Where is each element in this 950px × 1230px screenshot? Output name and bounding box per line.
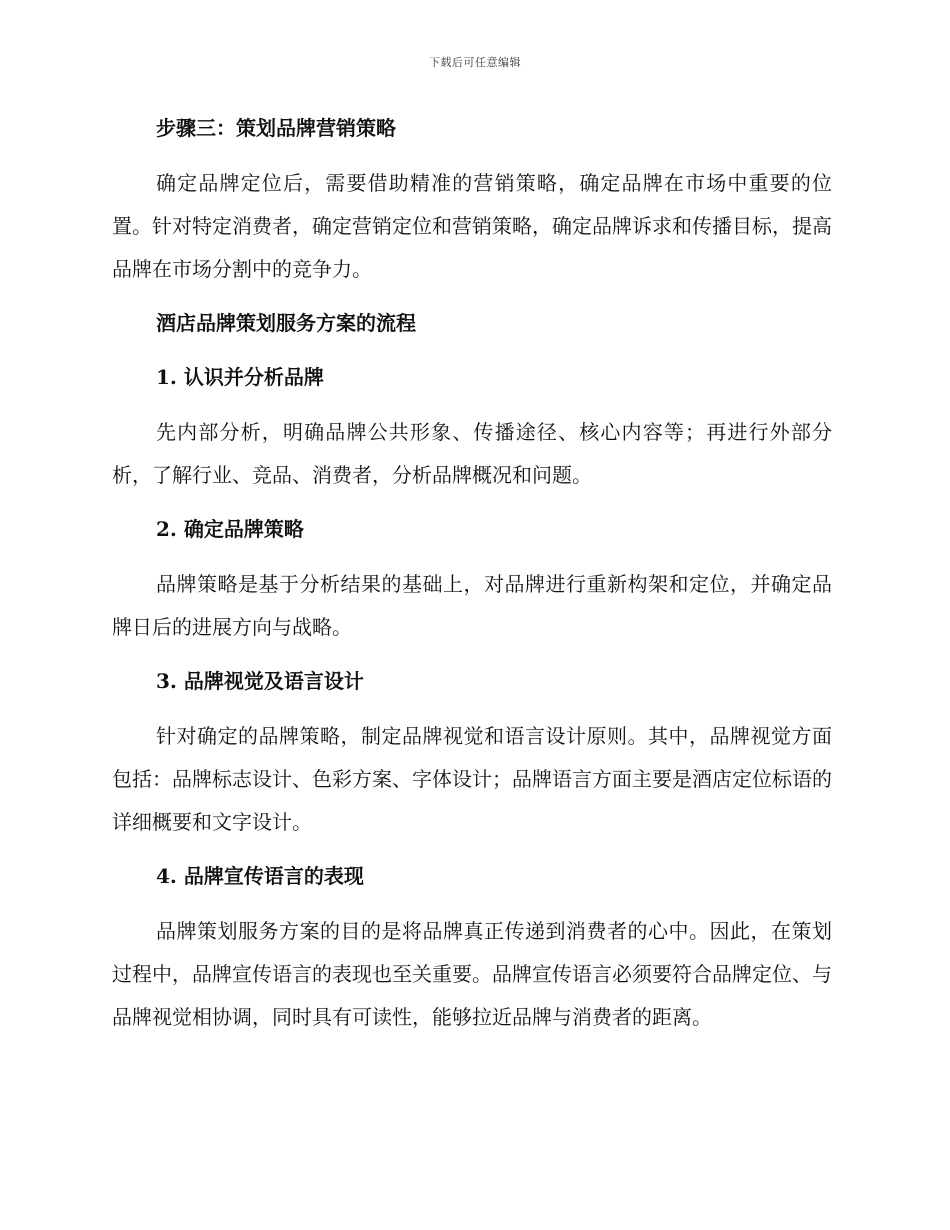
section-paragraph-step3: 确定品牌定位后，需要借助精准的营销策略，确定品牌在市场中重要的位置。针对特定消费者，确定营销定位和营销策略，确定品牌诉求和传播目标，提高品牌在市场分割中的竞争力。 (112, 171, 832, 281)
page-header: 下载后可任意编辑 (429, 56, 521, 69)
section-paragraph-2: 品牌策略是基于分析结果的基础上，对品牌进行重新构架和定位，并确定品牌日后的进展方向与战略。 (112, 572, 832, 639)
section-heading-process: 酒店品牌策划服务方案的流程 (156, 311, 416, 335)
section-heading-step3: 步骤三：策划品牌营销策略 (156, 116, 396, 140)
section-heading-1: 1. 认识并分析品牌 (156, 365, 324, 389)
section-heading-3: 3. 品牌视觉及语言设计 (156, 669, 364, 693)
section-paragraph-3: 针对确定的品牌策略，制定品牌视觉和语言设计原则。其中，品牌视觉方面包括：品牌标志设计、色彩方案、字体设计；品牌语言方面主要是酒店定位标语的详细概要和文字设计。 (112, 724, 832, 834)
section-paragraph-1: 先内部分析，明确品牌公共形象、传播途径、核心内容等；再进行外部分析，了解行业、竞品、消费者，分析品牌概况和问题。 (112, 420, 832, 487)
section-paragraph-4: 品牌策划服务方案的目的是将品牌真正传递到消费者的心中。因此，在策划过程中，品牌宣传语言的表现也至关重要。品牌宣传语言必须要符合品牌定位、与品牌视觉相协调，同时具有可读性，能够拉近品牌与消费者的距离。 (112, 919, 832, 1029)
section-heading-4: 4. 品牌宣传语言的表现 (156, 864, 364, 888)
document-body (112, 108, 832, 1051)
section-heading-2: 2. 确定品牌策略 (156, 517, 304, 541)
